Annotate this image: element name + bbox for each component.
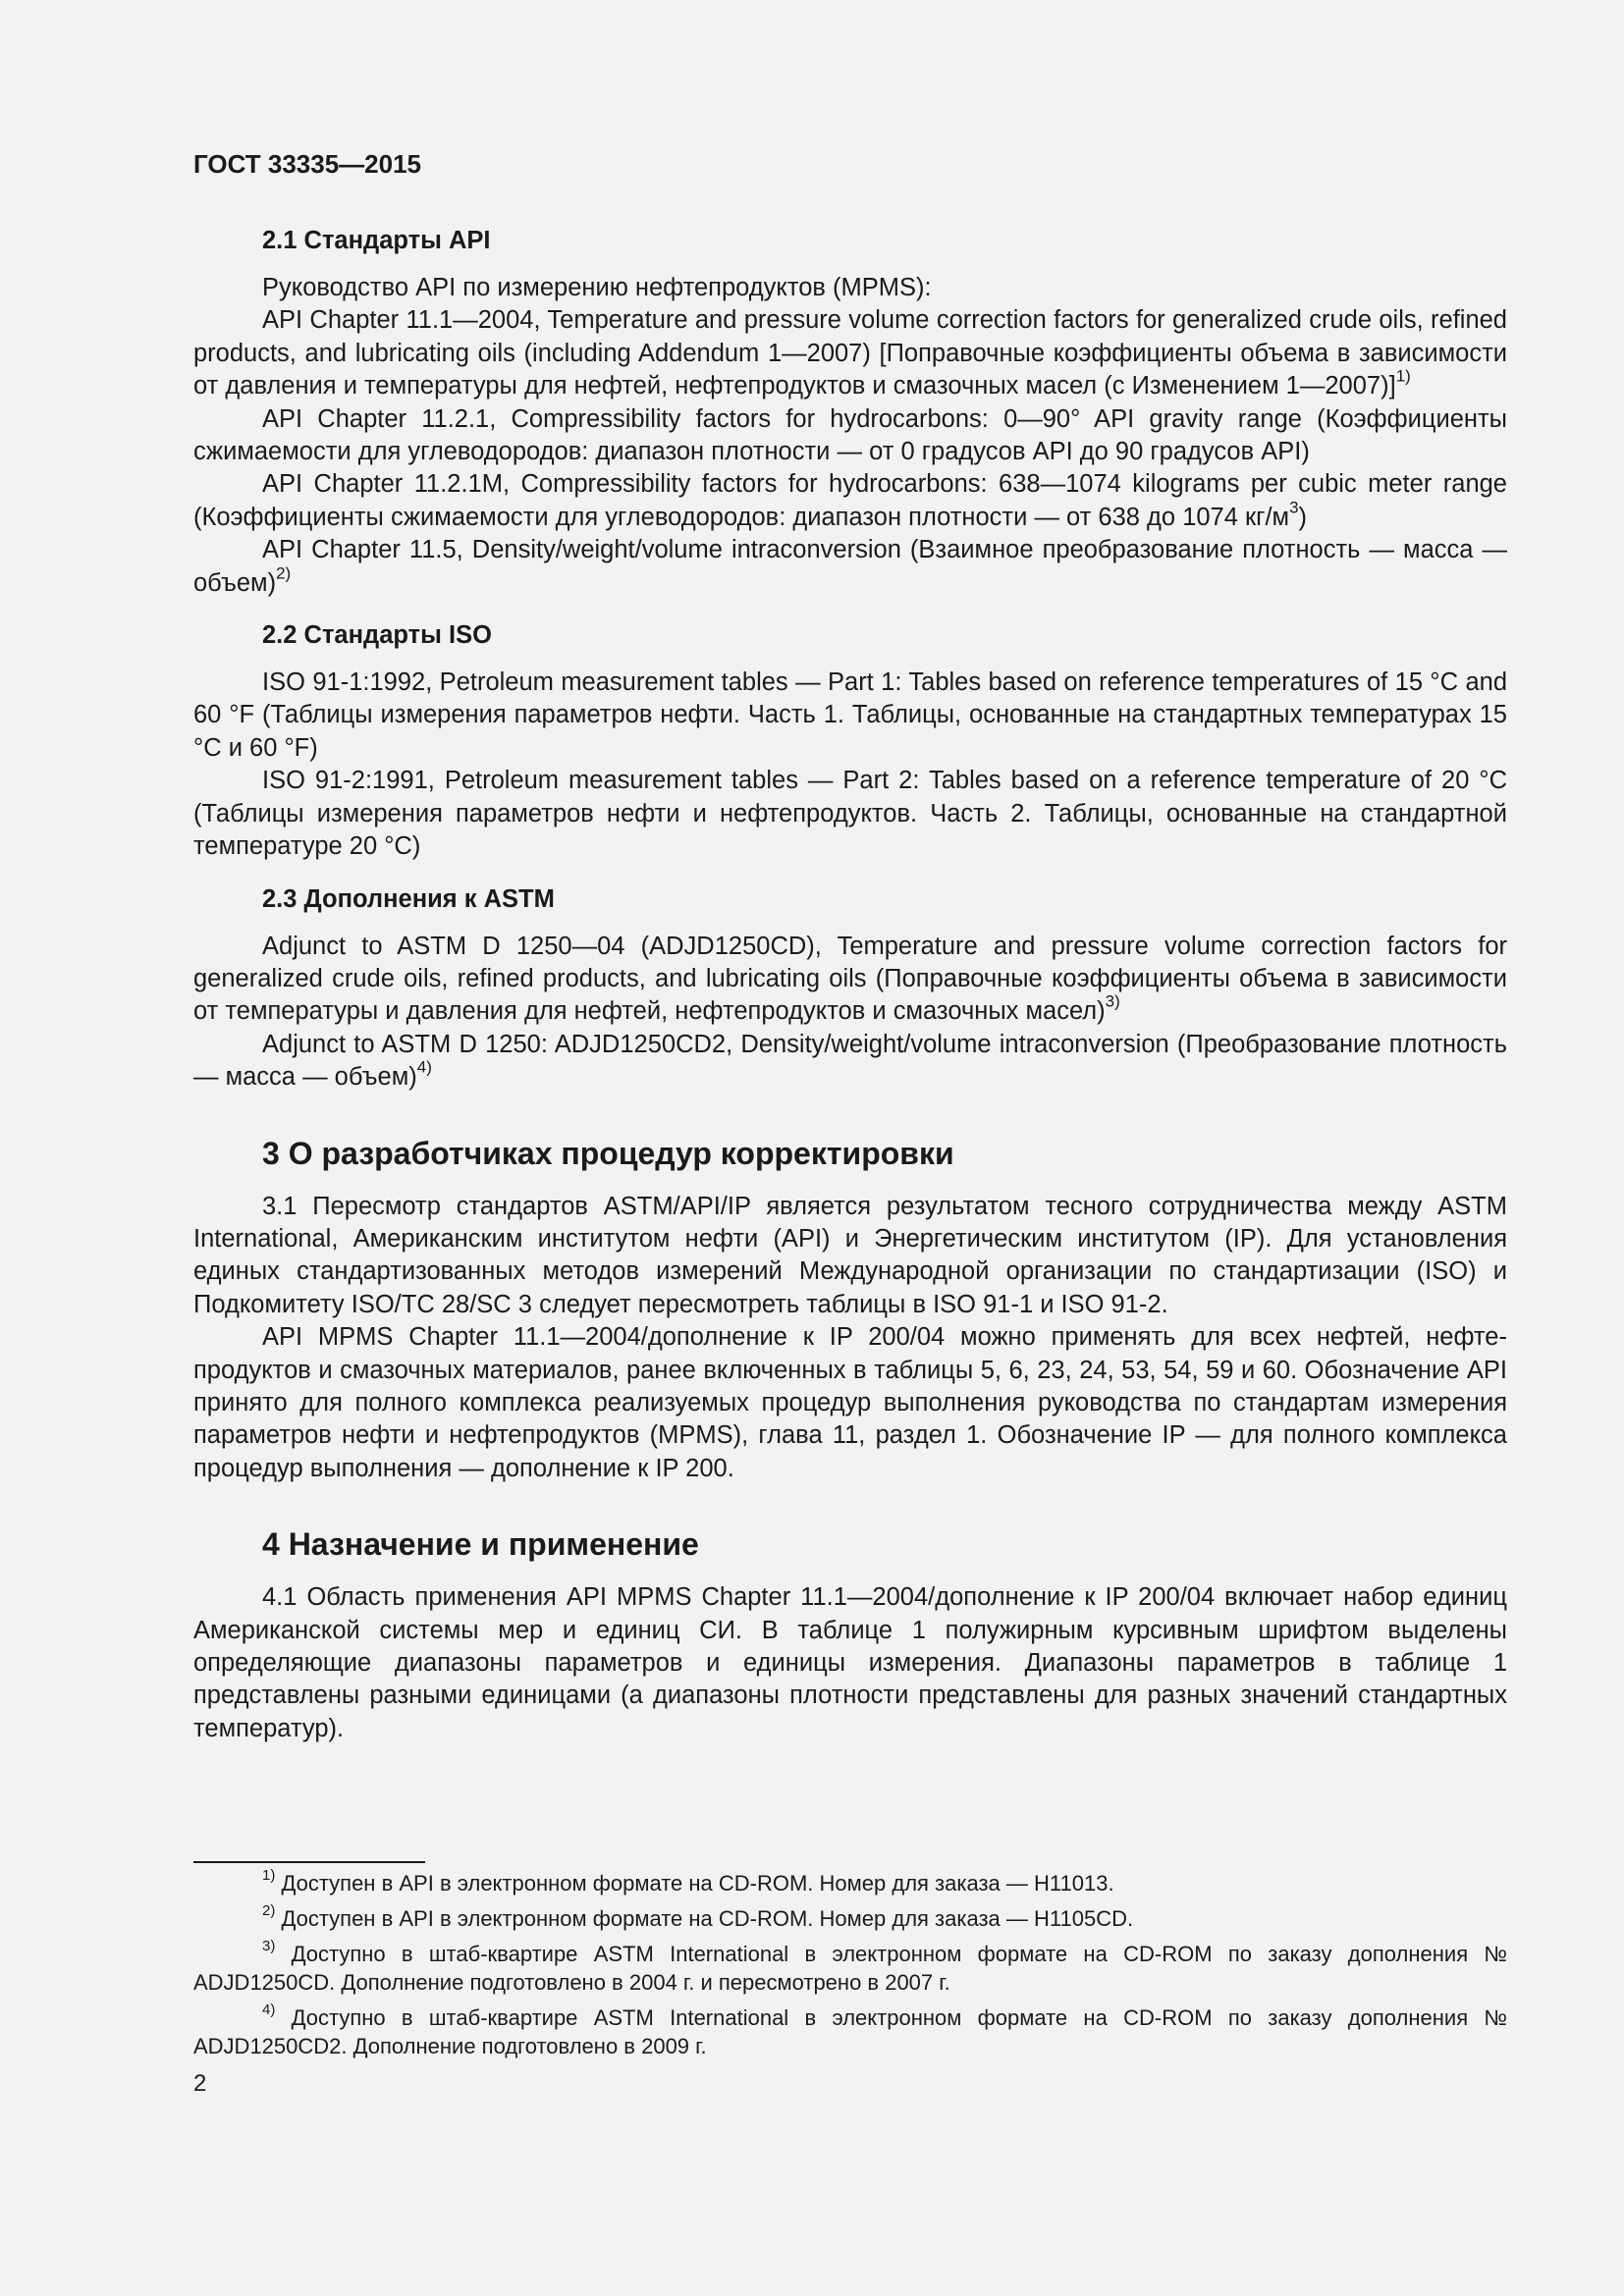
reference-text: API Chapter 11.2.1M, Compressibility factors for hydrocarbons: 638—1074 kilograms per cubic meter range (Коэффициенты сжимаемости для углеводородов: диапазон плотности — от 638 до 1074 кг/м bbox=[193, 470, 1507, 531]
reference-text: API Chapter 11.1—2004, Temperature and pressure volume correction factors for generalized crude oils, refined products, and lubricating oils (including Addendum 1—2007) [Поправочные коэффициенты объема в зависимости от давления и температуры для нефтей, нефтепродуктов и смазочных масел (с Изменением 1—2007)] bbox=[193, 306, 1507, 400]
footnote-mark: 2) bbox=[262, 1901, 276, 1919]
footnote-ref: 2) bbox=[276, 562, 292, 582]
footnote bbox=[193, 2003, 1507, 2060]
footnote-text: Доступен в API в электронном формате на CD-ROM. Номер для заказа — H11013. bbox=[275, 1871, 1114, 1896]
reference-item bbox=[193, 931, 1507, 1029]
footnote-mark: 4) bbox=[262, 2001, 276, 2018]
reference-item bbox=[193, 403, 1507, 469]
page-number: 2 bbox=[193, 2070, 207, 2097]
reference-text: Adjunct to ASTM D 1250—04 (ADJD1250CD), Temperature and pressure volume correction factors for generalized crude oils, refined products, and lubricating oils (Поправочные коэффициенты объема в зависимости от температуры и давления для нефтей, нефтепродуктов и смазочных масел) bbox=[193, 932, 1507, 1026]
reference-item bbox=[193, 534, 1507, 600]
footnote-text: Доступно в штаб-квартире ASTM International в электронном формате на CD-ROM по заказу дополнения № ADJD1250CD. Дополнение подготовлено в 2004 г. и пересмотрено в 2007 г. bbox=[193, 1942, 1507, 1995]
footnote-mark: 3) bbox=[262, 1937, 276, 1954]
footnote-ref: 3) bbox=[1105, 991, 1120, 1011]
reference-text: API Chapter 11.5, Density/weight/volume intraconversion (Взаимное преобразование плотность — масса — объем) bbox=[193, 536, 1507, 597]
section-2-1-intro: Руководство API по измерению нефтепродуктов (MPMS): bbox=[262, 274, 932, 301]
paragraph: 4.1 Область применения API MPMS Chapter 11.1—2004/дополнение к IP 200/04 включает набор единиц Американской системы мер и единиц СИ. В таблице 1 полужирным курсивным шрифтом выделены определяющие диапазоны параметров и единицы измерения. Диапазоны параметров в таблице 1 представлены разными единицами (а диапазоны плотности представлены для разных значений стандартных температур). bbox=[193, 1583, 1507, 1742]
reference-item: ISO 91-2:1991, Petroleum measurement tables — Part 2: Tables based on a reference temperature of 20 °C (Таблицы измерения параметров нефти и нефтепродуктов. Часть 2. Таблицы, основанные на стандартной температуре 20 °C) bbox=[193, 767, 1507, 861]
reference-text-tail: ) bbox=[1298, 503, 1308, 531]
paragraph: 3.1 Пересмотр стандартов ASTM/API/IP является результатом тесного сотрудничества между ASTM International, Американским институтом нефти (API) и Энергетическим институтом (IP). Для установления единых стандартизованных методов измерений Международной организации по стандартизации (ISO) и Подкомитету ISO/TC 28/SC 3 следует пересмотреть таблицы в ISO 91-1 и ISO 91-2. bbox=[193, 1192, 1507, 1318]
footnote-mark: 1) bbox=[262, 1866, 276, 1884]
page-content bbox=[193, 147, 1507, 1745]
document-header: ГОСТ 33335—2015 bbox=[193, 149, 421, 179]
footnote-ref: 1) bbox=[1395, 366, 1411, 386]
reference-item bbox=[193, 468, 1507, 534]
paragraph: API MPMS Chapter 11.1—2004/дополнение к IP 200/04 можно применять для всех нефтей, нефтепродуктов и смазочных материалов, ранее включенных в таблицы 5, 6, 23, 24, 53, 54, 59 и 60. Обозначение API принято для полного комплекса реализуемых процедур выполнения руководства по стандартам измерения параметров нефти и нефтепродуктов (MPMS), глава 11, раздел 1. Обозначение IP — для полного комплекса процедур выполнения — дополнение к IP 200. bbox=[193, 1323, 1507, 1482]
reference-text: Adjunct to ASTM D 1250: ADJD1250CD2, Density/weight/volume intraconversion (Преобразование плотность — масса — объем) bbox=[193, 1030, 1507, 1092]
section-3-title: 3 О разработчиках процедур корректировки bbox=[262, 1135, 954, 1171]
section-2-3-title: 2.3 Дополнения к ASTM bbox=[262, 884, 555, 913]
reference-text: API Chapter 11.2.1, Compressibility factors for hydrocarbons: 0—90° API gravity range (Коэффициенты сжимаемости для углеводородов: диапазон плотности — от 0 градусов API до 90 градусов API) bbox=[193, 404, 1507, 466]
footnote-divider bbox=[193, 1861, 425, 1863]
reference-item bbox=[193, 304, 1507, 402]
footnote bbox=[193, 1866, 1507, 1897]
footnote bbox=[193, 1901, 1507, 1933]
section-2-1-title: 2.1 Стандарты API bbox=[262, 227, 491, 254]
unit-exponent: 3 bbox=[1289, 498, 1299, 517]
footnote bbox=[193, 1937, 1507, 1997]
footnote-text: Доступен в API в электронном формате на CD-ROM. Номер для заказа — H1105CD. bbox=[275, 1906, 1134, 1931]
section-2-2-title: 2.2 Стандарты ISO bbox=[262, 621, 492, 650]
footnote-text: Доступно в штаб-квартире ASTM International в электронном формате на CD-ROM по заказу дополнения № ADJD1250CD2. Дополнение подготовлено в 2009 г. bbox=[193, 2005, 1507, 2058]
section-4-title: 4 Назначение и применение bbox=[262, 1526, 699, 1563]
footnote-ref: 4) bbox=[416, 1057, 432, 1077]
reference-item bbox=[193, 1029, 1507, 1095]
reference-item: ISO 91-1:1992, Petroleum measurement tables — Part 1: Tables based on reference temperatures of 15 °C and 60 °F (Таблицы измерения параметров нефти. Часть 1. Таблицы, основанные на стандартных температурах 15 °C и 60 °F) bbox=[193, 668, 1507, 762]
footnotes bbox=[193, 1861, 1507, 2067]
